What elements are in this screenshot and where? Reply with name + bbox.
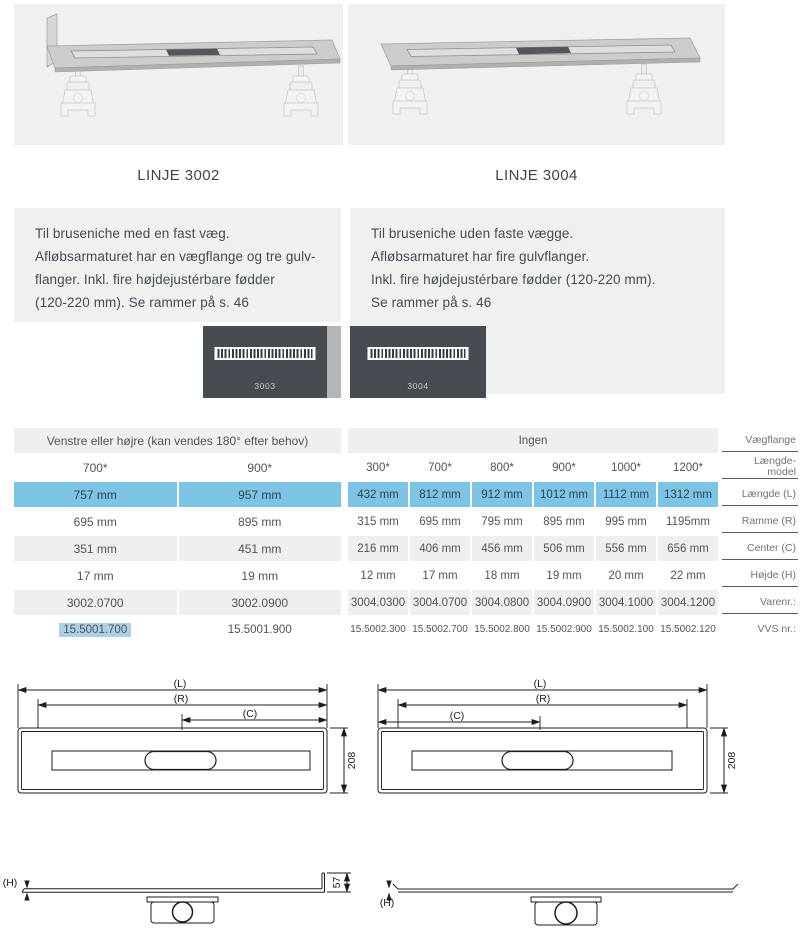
- product-title-3002: LINJE 3002: [137, 167, 220, 184]
- dim-label-R: (R): [535, 693, 551, 705]
- table-row-center: [14, 536, 798, 561]
- description-line: Afløbsarmaturet har en vægflange og tre gulv-: [35, 249, 316, 264]
- table-cell: 432 mm: [348, 482, 408, 507]
- table-cell: 700*: [82, 460, 108, 475]
- row-label: Center (C): [722, 536, 798, 560]
- table-cell: 900*: [247, 460, 273, 475]
- row-label: Vægflange: [722, 428, 798, 452]
- table-cell: 556 mm: [596, 536, 656, 561]
- side-view-drawing-3002: [0, 855, 360, 931]
- table-cell: 895 mm: [238, 514, 282, 529]
- table-cell: 351 mm: [14, 536, 177, 561]
- selected-text: 15.5001.700: [59, 623, 131, 637]
- table-cell: 912 mm: [472, 482, 532, 507]
- drain-3002-illustration: [14, 4, 343, 144]
- description-line: Afløbsarmaturet har fire gulvflanger.: [371, 249, 590, 264]
- dim-label-R: (R): [173, 693, 189, 705]
- description-line: flanger. Inkl. fire højdejustérbare fødder: [35, 272, 275, 287]
- table-cell: 12 mm: [360, 569, 396, 582]
- dim-label-H: (H): [2, 877, 18, 889]
- description-line: Til bruseniche uden faste vægge.: [371, 226, 574, 241]
- table-cell: 3004.0300: [348, 590, 408, 615]
- dim-label-L: (L): [173, 678, 187, 690]
- product-photo-3002: [14, 4, 343, 145]
- table-cell: 15.5002.100: [598, 624, 654, 635]
- row-label: Længde (L): [722, 482, 798, 506]
- grate-thumbnail-3003: [203, 326, 341, 398]
- table-cell: 695 mm: [73, 514, 117, 529]
- table-cell: 895 mm: [543, 515, 585, 528]
- top-view-drawing-3004: [370, 676, 801, 806]
- table-cell: 700*: [428, 461, 452, 474]
- table-row-models: [14, 455, 798, 480]
- table-cell: 17 mm: [76, 568, 114, 583]
- table-cell: 957 mm: [179, 482, 342, 507]
- table-cell: 812 mm: [410, 482, 470, 507]
- grate-number: 3003: [254, 381, 276, 391]
- table-row-laengde: [14, 482, 798, 507]
- drain-slot-insert: [166, 49, 220, 56]
- dim-label-208: 208: [726, 751, 738, 770]
- table-cell: 1000*: [610, 461, 642, 474]
- table-cell: 15.5002.900: [536, 624, 592, 635]
- table-cell: 3002.0700: [14, 590, 177, 615]
- product-photo-3004: [348, 4, 725, 145]
- row-label: Varenr.:: [722, 590, 798, 614]
- description-line: Til bruseniche med en fast væg.: [35, 226, 230, 241]
- table-cell: 695 mm: [419, 515, 461, 528]
- table-row-vvs: [14, 617, 798, 642]
- table-cell: 3004.0900: [534, 590, 594, 615]
- table-cell: 506 mm: [534, 536, 594, 561]
- table-cell: 1195mm: [666, 515, 710, 528]
- grate-thumbnail-3004: [350, 326, 486, 398]
- table-cell: 19 mm: [241, 568, 279, 583]
- row-label: VVS nr.:: [757, 623, 796, 635]
- row-label: Ramme (R): [722, 509, 798, 533]
- table-cell: 451 mm: [179, 536, 342, 561]
- description-3002: [14, 208, 341, 322]
- table-cell: 995 mm: [605, 515, 647, 528]
- table-cell: 406 mm: [410, 536, 470, 561]
- adjustable-foot-left: [393, 64, 427, 114]
- dim-label-H: (H): [379, 897, 395, 909]
- table-cell: 22 mm: [670, 569, 706, 582]
- table-cell: [14, 617, 177, 642]
- table-cell: 1112 mm: [596, 482, 656, 507]
- table-cell: 3004.0700: [410, 590, 470, 615]
- dim-label-C: (C): [449, 710, 465, 722]
- dim-label-C: (C): [242, 708, 258, 720]
- table-cell: 3004.1200: [658, 590, 718, 615]
- product-title-3004: LINJE 3004: [495, 167, 578, 184]
- table-cell: 15.5002.800: [474, 624, 530, 635]
- description-line: Inkl. fire højdejustérbare fødder (120-220 mm).: [371, 272, 656, 287]
- table-cell: 3004.1000: [596, 590, 656, 615]
- row-label: Længde- model: [722, 455, 798, 479]
- dim-label-57: 57: [331, 876, 343, 889]
- adjustable-foot-right: [627, 64, 661, 114]
- table-cell: 15.5002.300: [350, 624, 406, 635]
- table-cell: 900*: [552, 461, 576, 474]
- table-cell: 15.5002.700: [412, 624, 468, 635]
- table-cell: 216 mm: [348, 536, 408, 561]
- dim-label-L: (L): [533, 678, 547, 690]
- table-cell: 20 mm: [608, 569, 644, 582]
- table-cell: 1012 mm: [534, 482, 594, 507]
- dim-label-208: 208: [346, 751, 358, 770]
- table-row-hojde: [14, 563, 798, 588]
- table-cell: 656 mm: [658, 536, 718, 561]
- top-view-drawing-3002: [0, 676, 360, 806]
- grate-side-strip: [327, 326, 341, 398]
- grate-image: [368, 347, 469, 360]
- description-line: Se rammer på s. 46: [371, 295, 492, 310]
- grate-image: [215, 347, 316, 360]
- table-row-ramme: [14, 509, 798, 534]
- table-cell: Ingen: [348, 428, 718, 453]
- adjustable-foot-left: [61, 66, 95, 116]
- table-cell: 315 mm: [357, 515, 399, 528]
- table-cell: 757 mm: [14, 482, 177, 507]
- adjustable-foot-right: [284, 66, 318, 116]
- table-cell: 1200*: [672, 461, 704, 474]
- side-view-drawing-3004: [370, 855, 801, 931]
- table-cell: 18 mm: [484, 569, 520, 582]
- table-cell: Venstre eller højre (kan vendes 180° efter behov): [14, 428, 341, 453]
- table-cell: 19 mm: [546, 569, 582, 582]
- table-row-varenr: [14, 590, 798, 615]
- table-cell: 17 mm: [422, 569, 458, 582]
- table-row-vaegflange: [14, 428, 798, 453]
- table-cell: 3004.0800: [472, 590, 532, 615]
- table-cell: 300*: [366, 461, 390, 474]
- table-cell: 1312 mm: [658, 482, 718, 507]
- row-label: Højde (H): [722, 563, 798, 587]
- table-cell: 800*: [490, 461, 514, 474]
- table-cell: 795 mm: [481, 515, 523, 528]
- table-cell: 15.5001.900: [227, 623, 292, 636]
- grate-number: 3004: [407, 381, 429, 391]
- drain-3004-illustration: [348, 4, 725, 144]
- table-cell: 456 mm: [472, 536, 532, 561]
- table-cell: 15.5002.120: [660, 624, 716, 635]
- table-cell: 3002.0900: [179, 590, 342, 615]
- description-line: (120-220 mm). Se rammer på s. 46: [35, 295, 250, 310]
